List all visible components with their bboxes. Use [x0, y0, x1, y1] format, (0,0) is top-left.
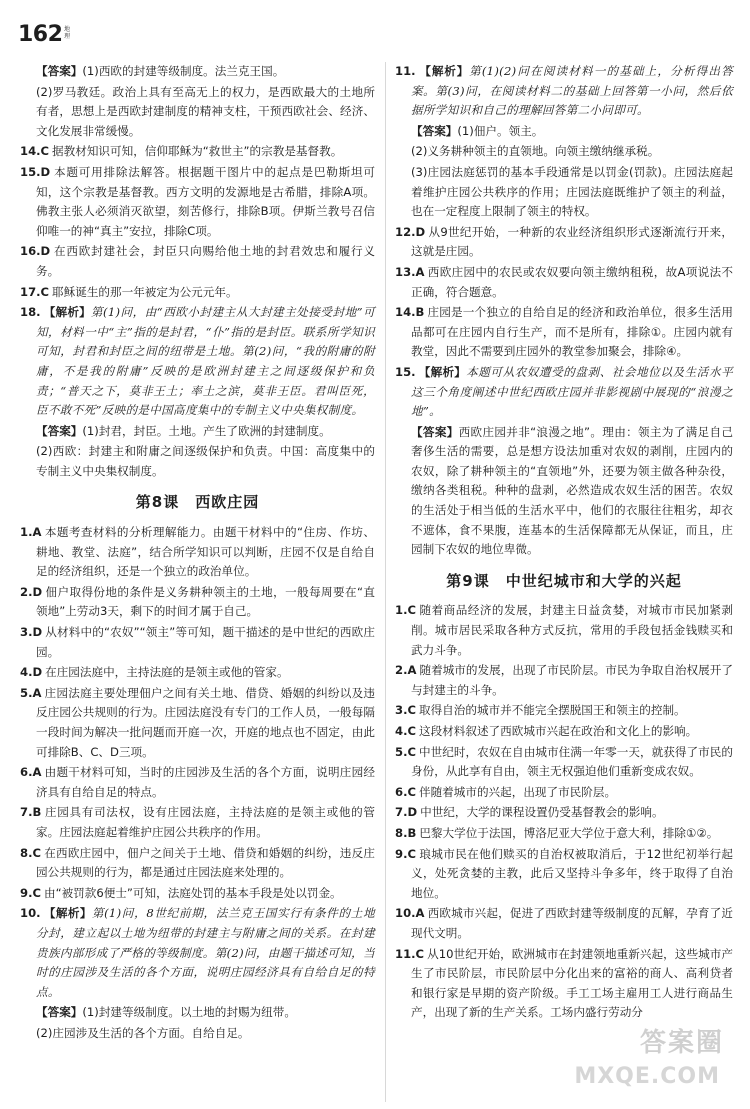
- answer-text: 中世纪时，农奴在自由城市住满一年零一天，就获得了市民的身份，从此享有自由，领主无权强迫他们重新变成农奴。: [411, 744, 733, 779]
- watermark-url: MXQE.COM: [574, 1064, 720, 1089]
- answer-tag: 【答案】: [36, 423, 83, 438]
- answer-entry: [20, 83, 375, 142]
- answer-entry: [395, 904, 733, 943]
- answer-text: 西欧庄园并非“浪漫之地”。理由：领主为了满足自己奢侈生活的需要，总是想方设法加重对农奴的剥削，庄园内的农奴，除了耕种领主的“直领地”外，还要为领主做各种杂役，缴纳各类租税。种种的盘剥，必然造成农奴生活的困苦。农奴的生活处于相当低的生活水平中，他们的衣服往往粗劣，却衣不遮体，食不果腹，连基本的生活保障都无从保证，而且，庄园制下农奴的地位卑微。: [411, 424, 733, 557]
- answer-label: 13.A: [395, 264, 425, 279]
- answer-text: (3)庄园法庭惩罚的基本手段通常是以罚金(罚款)。庄园法庭起着维护庄园公共秩序的作用；庄园法庭既维护了领主的利益，也在一定程度上限制了领主的特权。: [411, 164, 733, 219]
- answer-entry: [395, 223, 733, 262]
- answer-text: 由“被罚款6便士”可知，法庭处罚的基本手段是处以罚金。: [43, 885, 342, 900]
- answer-label: 9.C: [20, 885, 41, 900]
- answer-entry: [395, 142, 733, 162]
- answer-label: 4.D: [20, 665, 43, 680]
- answer-label: 1.A: [20, 525, 42, 540]
- answer-entry: [395, 601, 733, 660]
- right-column: [395, 62, 733, 1024]
- answer-text: 从10世纪开始，欧洲城市在封建领地重新兴起，这些城市产生了市民阶层，市民阶层中分化出来的富裕的商人、高利贷者和银行家是早期的资产阶级。手工工场主雇用工人进行商品生产，出现了新的生产关系。工场内盛行劳动分: [411, 946, 733, 1020]
- answer-text: 第(1)(2)问在阅读材料一的基础上，分析得出答案。第(3)问，在阅读材料二的基础上回答第一小问，然后依据所学知识和自己的理解回答第二小问即可。: [411, 64, 733, 118]
- answer-label: 4.C: [395, 724, 416, 738]
- answer-text: (2)西欧：封建主和附庸之间逐级保护和负责。中国：高度集中的专制主义中央集权制度。: [36, 444, 375, 478]
- section-prefix: 第8课: [135, 493, 180, 512]
- answer-label: 17.C: [20, 284, 50, 299]
- answer-entry: [395, 423, 733, 560]
- answer-tag: 【答案】: [36, 64, 83, 78]
- answer-entry: [395, 803, 733, 823]
- answer-text: 在庄园法庭中，主持法庭的是领主或他的管家。: [45, 665, 289, 680]
- answer-label: 3.D: [20, 625, 43, 640]
- answer-tag: 【解析】: [43, 305, 91, 320]
- answer-label: 8.C: [20, 845, 41, 860]
- answer-text: (2)义务耕种领主的直领地。向领主缴纳继承税。: [411, 144, 660, 159]
- answer-label: 9.C: [395, 846, 416, 861]
- answer-label: 8.B: [395, 825, 417, 840]
- answer-label: 6.A: [20, 765, 42, 780]
- answer-tag: 【解析】: [418, 364, 467, 379]
- answer-entry: [395, 945, 733, 1023]
- answer-label: 12.D: [395, 224, 426, 239]
- section-name: 中世纪城市和大学的兴起: [505, 571, 682, 590]
- answer-text: 本题可从农奴遭受的盘剥、社会地位以及生活水平这三个角度阐述中世纪西欧庄园并非影视剧中展现的“浪漫之地”。: [411, 364, 733, 419]
- answer-label: 15.D: [20, 164, 51, 179]
- answer-text: 伴随着城市的兴起，出现了市民阶层。: [418, 784, 617, 799]
- answer-label: 10.: [20, 906, 41, 921]
- answer-entry: [20, 684, 375, 762]
- answer-label: 15.: [395, 364, 416, 379]
- answer-entry: [20, 242, 375, 281]
- answer-entry: [395, 845, 733, 904]
- answer-text: 在西欧庄园中，佃户之间关于土地、借贷和婚姻的纠纷，违反庄园公共规则的行为，都是通过庄园法庭来处理的。: [36, 845, 375, 880]
- answer-label: 5.C: [395, 744, 416, 759]
- answer-text: 本题可用排除法解答。根据题干图片中的起点是巴勒斯坦可知，这个宗教是基督教。西方文明的发源地是古希腊，排除A项。佛教主张人必须消灭欲望，刻苦修行，排除B项。伊斯兰教号召信仰唯一的神“真主”安拉，排除C项。: [36, 164, 375, 238]
- answer-text: (1)封君，封臣。土地。产生了欧洲的封建制度。: [82, 423, 331, 438]
- answer-text: 庄园具有司法权，设有庄园法庭，主持法庭的是领主或他的管家。庄园法庭起着维护庄园公共秩序的作用。: [36, 805, 375, 839]
- section-title-lesson8: [20, 493, 375, 513]
- answer-text: 琅城市民在他们赎买的自治权被取消后，于12世纪初举行起义，处死贪婪的主教，此后又坚持斗争多年，终于取得了自治地位。: [411, 846, 733, 900]
- answer-text: 这段材料叙述了西欧城市兴起在政治和文化上的影响。: [418, 724, 698, 738]
- answer-text: 随着商品经济的发展，封建主日益贪婪，对城市市民加紧剥削。城市居民采取各种方式反抗，常用的手段包括金钱赎买和武力斗争。: [411, 603, 733, 657]
- answer-text: 佃户取得份地的条件是义务耕种领主的土地，一般每周要在“直领地”上劳动3天，剩下的时间才属于自己。: [36, 584, 375, 619]
- answer-label: 14.B: [395, 305, 425, 320]
- answer-text: 西欧城市兴起，促进了西欧封建等级制度的瓦解，孕育了近现代文明。: [411, 906, 733, 940]
- answer-tag: 【解析】: [418, 64, 470, 78]
- answer-text: 第(1)问，8世纪前期，法兰克王国实行有条件的土地分封，建立起以土地为纽带的封建主与附庸之间的关系。在封建贵族内部形成了严格的等级制度。第(2)问，由题干描述可知，当时的庄园涉及生活的各个方面，说明庄园经济具有自给自足的特点。: [36, 906, 375, 999]
- answer-label: 10.A: [395, 906, 425, 921]
- answer-text: (1)佃户。领主。: [457, 123, 544, 138]
- answer-entry: [20, 303, 375, 421]
- right-answers-lesson9: [395, 601, 733, 1022]
- answer-label: 14.C: [20, 144, 50, 159]
- column-divider: [385, 62, 386, 1102]
- answer-tag: 【答案】: [411, 123, 458, 138]
- answer-text: 庄园是一个独立的自给自足的经济和政治单位，很多生活用品都可在庄园内自行生产，而不是所有，排除①。庄园内就有教堂，因此不需要到庄园外的教堂参加聚会，排除④。: [411, 305, 733, 359]
- answer-entry: [20, 523, 375, 582]
- answer-label: 7.D: [395, 805, 418, 820]
- answer-entry: [395, 743, 733, 782]
- answer-entry: [20, 62, 375, 82]
- answer-label: 2.D: [20, 584, 43, 599]
- answer-entry: [395, 783, 733, 803]
- answer-entry: [395, 163, 733, 222]
- answer-text: (1)封建等级制度。以土地的封赐为纽带。: [82, 1005, 296, 1020]
- answer-tag: 【答案】: [36, 1005, 83, 1020]
- answer-entry: [395, 661, 733, 700]
- answer-text: (2)庄园涉及生活的各个方面。自给自足。: [36, 1025, 250, 1040]
- answer-text: 随着城市的发展，出现了市民阶层。市民为争取自治权展开了与封建主的斗争。: [411, 663, 733, 697]
- answer-entry: [20, 884, 375, 904]
- answer-entry: [20, 904, 375, 1002]
- answer-text: 西欧庄园中的农民或农奴要向领主缴纳租税，故A项说法不正确，符合题意。: [411, 264, 733, 299]
- answer-entry: [20, 1024, 375, 1044]
- answer-tag: 【答案】: [411, 424, 459, 439]
- answer-entry: [20, 803, 375, 842]
- answer-text: 本题考查材料的分析理解能力。由题干材料中的“住房、作坊、耕地、教堂、法庭”，结合所学知识可以判断，庄园不仅是自给自足的经济组织，还是一个独立的政治单位。: [36, 525, 375, 579]
- answer-entry: [395, 122, 733, 142]
- answer-entry: [20, 422, 375, 442]
- answer-label: 6.C: [395, 784, 416, 799]
- page-tag: 地理: [64, 26, 71, 40]
- answer-text: 由题干材料可知，当时的庄园涉及生活的各个方面，说明庄园经济具有自给自足的特点。: [36, 765, 375, 799]
- answer-label: 5.A: [20, 685, 42, 700]
- answer-entry: [20, 583, 375, 622]
- section-prefix: 第9课: [446, 571, 490, 590]
- answer-text: (2)罗马教廷。政治上具有至高无上的权力，是西欧最大的土地所有者，思想上是西欧封建制度的精神支柱，干预西欧社会、经济、文化发展非常缓慢。: [36, 84, 375, 138]
- answer-text: 从9世纪开始，一种新的农业经济组织形式逐渐流行开来，这就是庄园。: [411, 224, 733, 259]
- answer-entry: [395, 701, 733, 721]
- answer-text: 耶稣诞生的那一年被定为公元元年。: [52, 284, 238, 299]
- section-title-lesson9: [395, 572, 733, 592]
- answer-entry: [20, 142, 375, 162]
- answer-label: 11.: [395, 64, 416, 78]
- answer-entry: [395, 824, 733, 844]
- answer-entry: [395, 303, 733, 362]
- answer-text: 庄园法庭主要处理佃户之间有关土地、借贷、婚姻的纠纷以及违反庄园公共规则的行为。庄园法庭没有专门的工作人员，一般每隔一段时间为解决一批问题而开庭一次，开庭的地点也不固定，由此可排除B、C、D三项。: [36, 685, 375, 759]
- answer-text: 巴黎大学位于法国，博洛尼亚大学位于意大利，排除①②。: [419, 825, 719, 840]
- answer-entry: [20, 663, 375, 683]
- answer-label: 16.D: [20, 244, 51, 259]
- answer-entry: [395, 62, 733, 121]
- answer-entry: [20, 442, 375, 481]
- answer-label: 18.: [20, 305, 41, 320]
- answer-text: 中世纪，大学的课程设置仍受基督教会的影响。: [420, 805, 664, 820]
- watermark-logo-text: 答案圈: [639, 1028, 724, 1058]
- answer-entry: [395, 722, 733, 742]
- answer-text: 取得自治的城市并不能完全摆脱国王和领主的控制。: [418, 703, 686, 718]
- left-column: [20, 62, 375, 1045]
- answer-label: 3.C: [395, 703, 416, 718]
- answer-text: 据教材知识可知，信仰耶稣为“救世主”的宗教是基督教。: [52, 144, 343, 159]
- answer-entry: [20, 763, 375, 802]
- answer-entry: [20, 844, 375, 883]
- section-name: 西欧庄园: [195, 493, 260, 512]
- answer-tag: 【解析】: [43, 906, 92, 921]
- answer-entry: [20, 283, 375, 303]
- answer-label: 11.C: [395, 946, 425, 961]
- left-answers-lesson8: [20, 523, 375, 1043]
- answer-entry: [395, 363, 733, 422]
- answer-label: 1.C: [395, 603, 416, 618]
- left-answers-lesson7: [20, 62, 375, 481]
- answer-entry: [20, 1003, 375, 1023]
- answer-text: 在西欧封建社会，封臣只向赐给他土地的封君效忠和履行义务。: [36, 244, 375, 278]
- answer-label: 7.B: [20, 805, 42, 820]
- page-number: 162: [18, 22, 63, 47]
- answer-text: 第(1)问，由“西欧小封建主从大封建主处接受封地”可知，材料一中“主”指的是封君，“仆”指的是封臣。联系所学知识可知，封君和封臣之间的纽带是土地。第(2)问，“我的附庸的附庸，不是我的附庸”反映的是欧洲封建主之间逐级保护和负责；“普天之下，莫非王土；率土之滨，莫非王臣。君叫臣死，臣不敢不死”反映的是中国高度集中的专制主义中央集权制度。: [36, 305, 375, 418]
- right-answers-lesson8: [395, 62, 733, 560]
- answer-text: (1)西欧的封建等级制度。法兰克王国。: [82, 64, 285, 78]
- answer-text: 从材料中的“农奴”“领主”等可知，题干描述的是中世纪的西欧庄园。: [36, 625, 375, 659]
- answer-label: 2.A: [395, 663, 417, 678]
- answer-entry: [20, 623, 375, 662]
- answer-entry: [20, 163, 375, 241]
- answer-entry: [395, 263, 733, 302]
